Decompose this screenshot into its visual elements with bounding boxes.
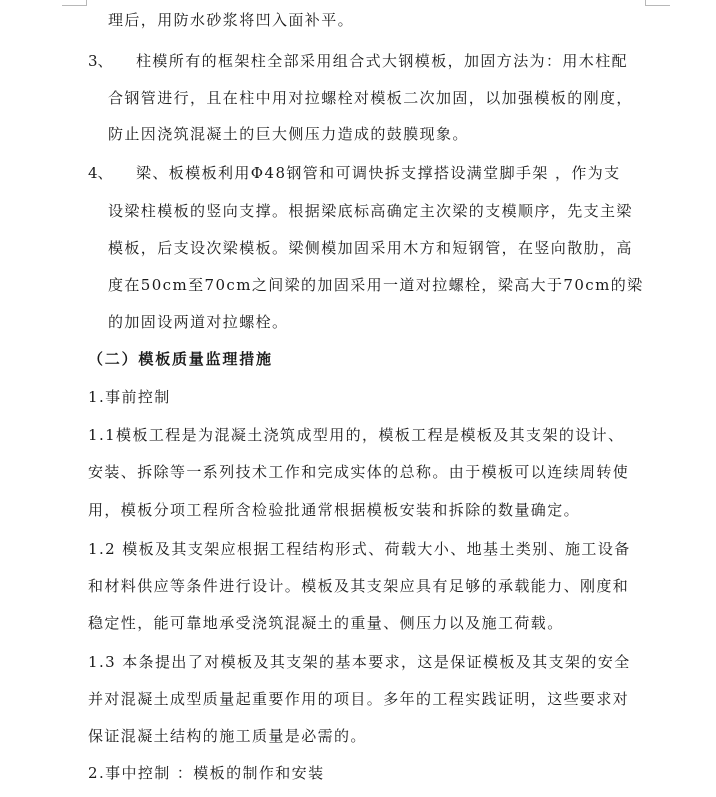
subheading: 2.事中控制 ：模板的制作和安装 [88,764,325,782]
text-line: 并对混凝土成型质量起重要作用的项目。多年的工程实践证明，这些要求对 [88,690,630,708]
text-line: 柱模所有的框架柱全部采用组合式大钢模板，加固方法为：用木柱配 [136,52,629,70]
text-line: 用，模板分项工程所含检验批通常根据模板安装和拆除的数量确定。 [88,501,581,519]
text-line: 和材料供应等条件进行设计。模板及其支架应具有足够的承载能力、刚度和 [88,577,630,595]
text-line: 模板，后支设次梁模板。梁侧模加固采用木方和短钢管，在竖向散肋，高 [108,239,633,257]
item-number: 4、 [88,164,113,182]
section-heading: （二）模板质量监理措施 [88,350,273,368]
text-line: 理后，用防水砂浆将凹入面补平。 [108,11,355,29]
text-line: 度在50cm至70cm之间梁的加固采用一道对拉螺栓，梁高大于70cm的梁 [108,276,644,294]
text-line: 的加固设两道对拉螺栓。 [108,313,289,331]
page-corner-mark-right [645,0,670,6]
text-line: 安装、拆除等一系列技术工作和完成实体的总称。由于模板可以连续周转使 [88,463,630,481]
text-line: 1.2 模板及其支架应根据工程结构形式、荷载大小、地基土类别、施工设备 [88,540,631,558]
text-line: 合钢管进行，且在柱中用对拉螺栓对模板二次加固，以加强模板的刚度， [108,89,633,107]
text-line: 1.1模板工程是为混凝土浇筑成型用的，模板工程是模板及其支架的设计、 [88,426,625,444]
text-line: 1.3 本条提出了对模板及其支架的基本要求，这是保证模板及其支架的安全 [88,653,631,671]
subheading: 1.事前控制 [88,388,171,406]
text-line: 防止因浇筑混凝土的巨大侧压力造成的鼓膜现象。 [108,125,469,143]
text-line: 保证混凝土结构的施工质量是必需的。 [88,727,367,745]
text-line: 梁、板模板利用Φ48钢管和可调快拆支撑搭设满堂脚手架 ，作为支 [136,164,621,182]
text-line: 设梁柱模板的竖向支撑。根据梁底标高确定主次梁的支模顺序，先支主梁 [108,202,633,220]
item-number: 3、 [88,52,113,70]
page-corner-mark-left [62,0,87,6]
text-line: 稳定性，能可靠地承受浇筑混凝土的重量、侧压力以及施工荷载。 [88,614,564,632]
